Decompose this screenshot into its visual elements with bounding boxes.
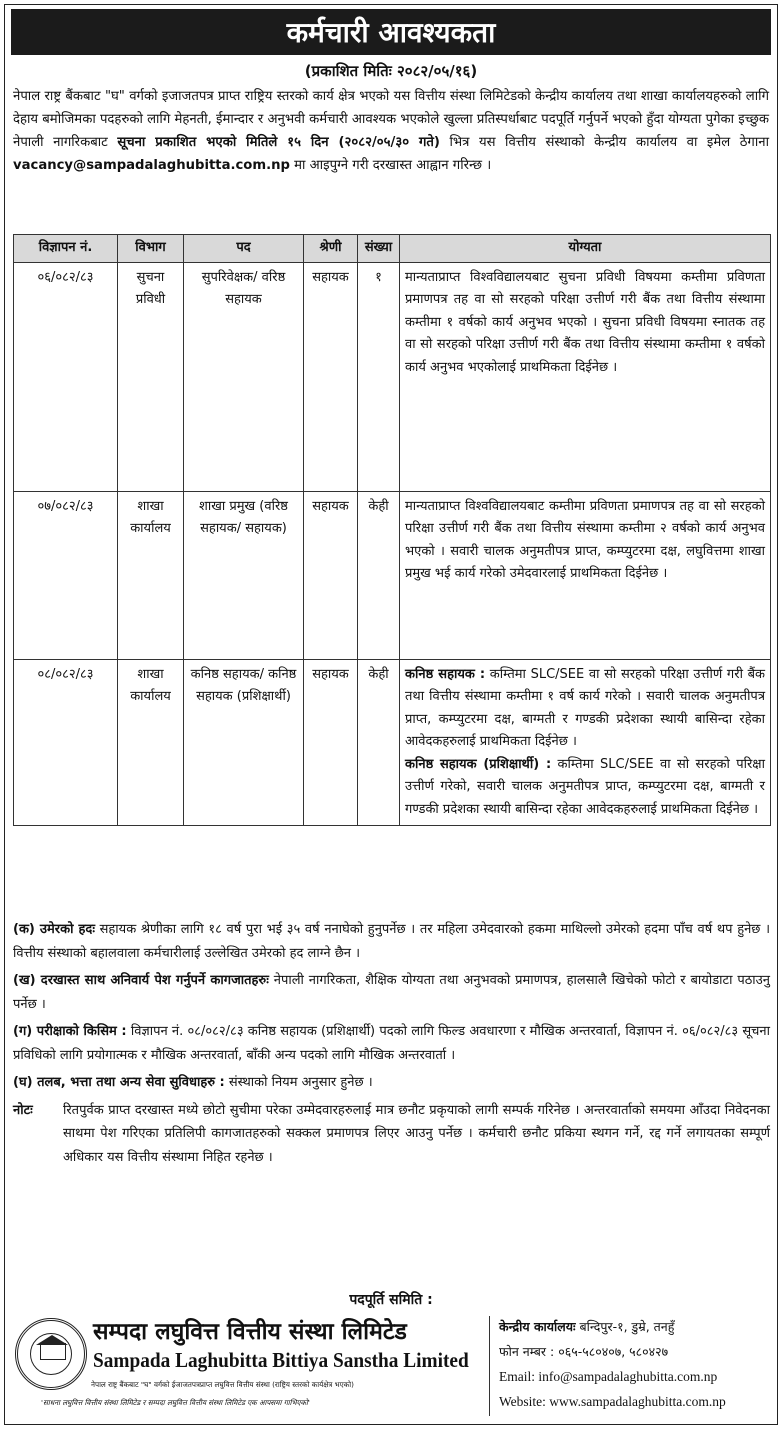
exam-type-text: विज्ञापन नं. ०८/०८२/८३ कनिष्ठ सहायक (प्रशिक्षार्थी) पदको लागि फिल्ड अवधारणा र मौखिक अन्तरवार्ता, विज्ञापन नं. ०६/०८२/८३ सूचना प्रविधिको लागि प्रयोगात्मक र मौखिक अन्तरवार्ता, बाँकी अन्य पदको लागि मौखिक अन्तरवार्ता । — [13, 1024, 770, 1063]
office-label: केन्द्रीय कार्यालयः — [499, 1319, 576, 1334]
phone-number: फोन नम्बर : ०६५-५८०४०७, ५८०४२७ — [499, 1344, 669, 1359]
cell-ad-no: ०८/०८२/८३ — [14, 659, 118, 826]
intro-text-2: भित्र यस वित्तीय संस्थाको केन्द्रीय कार्यालय वा इमेल ठेगाना — [449, 135, 769, 150]
cell-post: कनिष्ठ सहायक/ कनिष्ठ सहायक (प्रशिक्षार्थी) — [184, 659, 304, 826]
cell-qualification — [400, 659, 771, 826]
exam-type-label: (ग) परीक्षाको किसिम : — [13, 1024, 127, 1039]
cell-level: सहायक — [304, 659, 358, 826]
org-license-line: नेपाल राष्ट्र बैंकबाट "घ" वर्गको ईजाजतपत्रप्राप्त लघुवित्त वित्तीय संस्था (राष्ट्रिय स्तरको कार्यक्षेत्र भएको) — [91, 1380, 354, 1389]
vacancy-table — [13, 234, 771, 826]
intro-deadline: सूचना प्रकाशित भएको मितिले १५ दिन (२०८२/०५/३० गते) — [117, 135, 440, 150]
published-date: (प्रकाशित मितिः २०८२/०५/१६) — [304, 62, 478, 80]
intro-text-3: मा आइपुग्ने गरी दरखास्त आह्वान गरिन्छ । — [294, 158, 492, 173]
org-name-nepali: सम्पदा लघुवित्त वित्तीय संस्था लिमिटेड — [93, 1318, 407, 1345]
committee-signature: पदपूर्ति समिति : — [349, 1292, 433, 1308]
cell-department: शाखा कार्यालय — [118, 491, 184, 659]
general-note — [13, 1099, 770, 1170]
cell-post: शाखा प्रमुख (वरिष्ठ सहायक/ सहायक) — [184, 491, 304, 659]
footer-divider — [489, 1316, 490, 1416]
header-department: विभाग — [118, 235, 184, 263]
exam-type-note — [13, 1020, 770, 1067]
contact-website: Website: www.sampadalaghubitta.com.np — [499, 1394, 726, 1409]
cell-qualification: मान्यताप्राप्त विश्वविद्यालयबाट सुचना प्रविधी विषयमा कम्तीमा प्रविणता प्रमाणपत्र तह वा सो सरहको परिक्षा उत्तीर्ण गरी बैंक तथा वित्तीय संस्थामा कम्तीमा १ वर्षको कार्य अनुभव भएको । सुचना प्रविधी विषयमा स्नातक तह वा सो सरहको परिक्षा उत्तीर्ण गरी बैंक तथा वित्तीय संस्थामा कम्तीमा १ वर्षको कार्य अनुभव भएकोलाई प्राथमिकता दिईनेछ । — [400, 262, 771, 491]
salary-label: (घ) तलब, भत्ता तथा अन्य सेवा सुविधाहरु : — [13, 1075, 225, 1090]
age-limit-label: (क) उमेरको हदः — [13, 922, 95, 937]
header-post: पद — [184, 235, 304, 263]
salary-note — [13, 1071, 770, 1095]
cell-level: सहायक — [304, 491, 358, 659]
table-row — [14, 262, 771, 491]
salary-text: संस्थाको नियम अनुसार हुनेछ । — [228, 1075, 373, 1090]
qual-junior-label: कनिष्ठ सहायक : — [405, 666, 486, 682]
conditions-section — [13, 918, 770, 1169]
age-limit-text: सहायक श्रेणीका लागि १८ वर्ष पुरा भई ३५ वर्ष ननाघेको हुनुपर्नेछ । तर महिला उमेदवारको हकमा माथिल्लो उमेरको हदमा पाँच वर्ष थप हुनेछ । वित्तीय संस्थाको बहालवाला कर्मचारीलाई उल्लेखित उमेरको हद लाग्ने छैन । — [13, 922, 770, 961]
qual-trainee-label: कनिष्ठ सहायक (प्रशिक्षार्थी) : — [405, 756, 552, 772]
qual-junior-text: कम्तिमा SLC/SEE वा सो सरहको परिक्षा उत्तीर्ण गरी बैंक तथा वित्तीय संस्थामा कम्तीमा १ वर्ष कार्य गरेको । सवारी चालक अनुमतीपत्र प्राप्त, कम्प्युटरमा दक्ष, बाग्मती र गण्डकी प्रदेशका स्थायी बासिन्दा रहेका आवेदकहरुलाई प्राथमिकता दिईनेछ । — [405, 666, 766, 749]
header-ad-no: विज्ञापन नं. — [14, 235, 118, 263]
documents-label: (ख) दरखास्त साथ अनिवार्य पेश गर्नुपर्ने कागजातहरुः — [13, 973, 269, 988]
intro-paragraph — [13, 85, 769, 177]
table-header-row — [14, 235, 771, 263]
cell-ad-no: ०७/०८२/८३ — [14, 491, 118, 659]
company-seal-icon — [15, 1318, 87, 1390]
cell-ad-no: ०६/०८२/८३ — [14, 262, 118, 491]
age-limit-note — [13, 918, 770, 965]
cell-department: शाखा कार्यालय — [118, 659, 184, 826]
table-row — [14, 491, 771, 659]
header-count: संख्या — [358, 235, 400, 263]
page-title: कर्मचारी आवश्यकता — [11, 9, 771, 55]
intro-email: vacancy@sampadalaghubitta.com.np — [13, 158, 290, 173]
header-qualification: योग्यता — [400, 235, 771, 263]
footer — [11, 1314, 773, 1420]
cell-level: सहायक — [304, 262, 358, 491]
header-level: श्रेणी — [304, 235, 358, 263]
office-address — [499, 1314, 773, 1339]
contact-block — [499, 1314, 773, 1414]
general-note-text: रितपुर्वक प्राप्त दरखास्त मध्ये छोटो सुचीमा परेका उम्मेदवारहरुलाई मात्र छनौट प्रकृयाको लागी सम्पर्क गरिनेछ । अन्तरवार्ताको समयमा आँउदा निवेदनका साथमा पेश गरिएका प्रतिलिपी कागजातहरुको सक्कल प्रमाणपत्र लिएर आउनु पर्नेछ । कर्मचारी छनौट प्रकिया स्थगन गर्ने, रद्द गर्ने लगायतका सम्पूर्ण अधिकार यस वित्तीय संस्थामा निहित रहनेछ । — [63, 1102, 770, 1165]
intro-text-1: नेपाल राष्ट्र बैंकबाट "घ" वर्गको इजाजतपत्र प्राप्त राष्ट्रिय स्तरको कार्य क्षेत्र भएको यस वित्तीय संस्था लिमिटेडको केन्द्रीय कार्यालय तथा शाखा कार्यालयहरुको लागि देहाय बमोजिमका पदहरुको लागि मेहनती, ईमान्दार र अनुभवी कर्मचारी आवश्यक भएकोले खुल्ला प्रतिस्पर्धाबाट पदपूर्ति गर्नुपर्ने भएको हुँदा योग्यता पुगेका इच्छुक नेपाली नागरिकबाट — [13, 89, 769, 150]
table-row — [14, 659, 771, 826]
org-merger-line: 'साधना लघुवित्त वित्तीय संस्था लिमिटेड र सम्पदा लघुवित्त वित्तीय संस्था लिमिटेड एक आपसमा गाभिएको' — [41, 1398, 310, 1407]
cell-department: सुचना प्रविधी — [118, 262, 184, 491]
documents-text: नेपाली नागरिकता, शैक्षिक योग्यता तथा अनुभवको प्रमाणपत्र, हालसालै खिचेको फोटो र बायोडाटा पठाउनु पर्नेछ । — [13, 973, 770, 1012]
general-note-label: नोटः — [13, 1102, 33, 1118]
cell-qualification: मान्यताप्राप्त विश्वविद्यालयबाट कम्तीमा प्रविणता प्रमाणपत्र तह वा सो सरहको परिक्षा उत्तीर्ण गरी बैंक तथा वित्तीय संस्थामा कम्तीमा २ वर्षको कार्य अनुभव भएको । सवारी चालक अनुमतीपत्र प्राप्त, कम्प्युटरमा दक्ष, लघुवित्तमा शाखा प्रमुख भई कार्य गरेको उमेदवारलाई प्राथमिकता दिईनेछ । — [400, 491, 771, 659]
office-value: बन्दिपुर-१, डुम्रे, तनहुँ — [579, 1319, 675, 1334]
contact-email: Email: info@sampadalaghubitta.com.np — [499, 1369, 718, 1384]
cell-count: केही — [358, 491, 400, 659]
cell-count: केही — [358, 659, 400, 826]
qual-trainee-text: कम्तिमा SLC/SEE वा सो सरहको परिक्षा उत्तीर्ण गरेको, सवारी चालक अनुमतीपत्र प्राप्त, कम्प्युटरमा दक्ष, बाग्मती र गण्डकी प्रदेशका स्थायी बासिन्दा रहेका आवेदकहरुलाई प्राथमिकता दिईनेछ । — [405, 756, 765, 817]
job-advertisement — [4, 4, 778, 1425]
cell-post: सुपरिवेक्षक/ वरिष्ठ सहायक — [184, 262, 304, 491]
cell-count: १ — [358, 262, 400, 491]
documents-note — [13, 969, 770, 1016]
org-name-english: Sampada Laghubitta Bittiya Sanstha Limited — [93, 1348, 469, 1372]
